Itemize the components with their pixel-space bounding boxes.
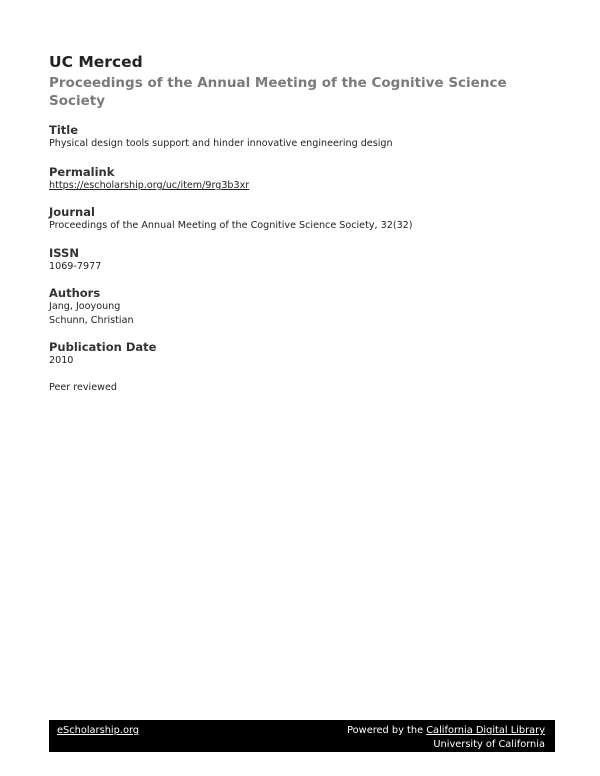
authors-label: Authors xyxy=(49,286,101,300)
header xyxy=(49,53,549,110)
powered-by-line xyxy=(347,724,545,738)
escholarship-link[interactable]: eScholarship.org xyxy=(57,725,140,736)
uc-text: University of California xyxy=(433,739,545,750)
issn-value: 1069-7977 xyxy=(49,261,102,272)
journal-value: Proceedings of the Annual Meeting of the Cognitive Science Society, 32(32) xyxy=(49,220,413,231)
permalink-link[interactable]: https://escholarship.org/uc/item/9rg3b3xr xyxy=(49,180,250,191)
pubdate-value: 2010 xyxy=(49,355,74,366)
permalink-label: Permalink xyxy=(49,165,115,179)
field-title xyxy=(49,123,393,151)
author-name: Jang, Jooyoung xyxy=(49,301,121,312)
cdl-link[interactable]: California Digital Library xyxy=(426,725,545,736)
issn-label: ISSN xyxy=(49,246,79,260)
journal-label: Journal xyxy=(49,205,95,219)
campus-name: UC Merced xyxy=(49,53,143,71)
footer-left xyxy=(57,724,139,737)
title-value: Physical design tools support and hinder innovative engineering design xyxy=(49,138,393,149)
footer-bar xyxy=(49,720,555,752)
title-label: Title xyxy=(49,123,79,137)
author-name: Schunn, Christian xyxy=(49,315,134,326)
powered-by-text: Powered by the xyxy=(347,725,427,736)
field-peer-review xyxy=(49,381,117,395)
pubdate-label: Publication Date xyxy=(49,340,157,354)
field-publication-date xyxy=(49,340,156,368)
field-issn xyxy=(49,246,101,274)
peer-review-status: Peer reviewed xyxy=(49,382,117,393)
field-permalink xyxy=(49,165,249,193)
field-authors xyxy=(49,286,134,328)
series-title: Proceedings of the Annual Meeting of the Cognitive Science Society xyxy=(49,75,507,109)
footer-right xyxy=(347,724,545,752)
field-journal xyxy=(49,205,413,233)
